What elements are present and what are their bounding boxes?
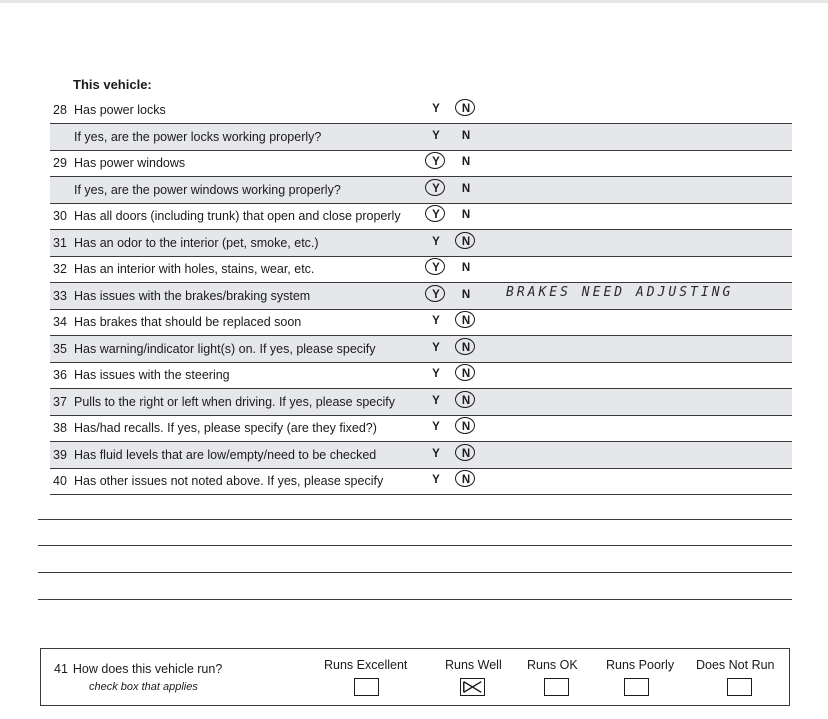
question-text: Has issues with the brakes/braking system (74, 288, 311, 303)
question-number: 33 (53, 288, 67, 303)
no-option[interactable]: N (461, 315, 471, 327)
answer-circle-mark (455, 470, 475, 487)
no-option[interactable]: N (461, 262, 471, 274)
no-option[interactable]: N (461, 209, 471, 221)
answer-circle-mark (425, 258, 445, 275)
question-number: 38 (53, 421, 67, 435)
yes-option[interactable]: Y (432, 315, 440, 327)
yes-option[interactable]: Y (432, 182, 440, 195)
answer-circle-mark (455, 99, 475, 116)
yes-option[interactable]: Y (432, 156, 440, 168)
run-option-checkbox[interactable] (544, 678, 569, 696)
blank-line-4 (38, 599, 792, 600)
question-text: Has power windows (74, 156, 186, 170)
question-row (50, 203, 792, 230)
run-option-checkbox[interactable] (624, 678, 649, 696)
answer-circle-mark (425, 285, 445, 302)
run-question-text: How does this vehicle run? (72, 662, 223, 676)
answer-circle-mark (455, 444, 475, 461)
answer-circle-mark (455, 338, 475, 355)
question-number: 30 (53, 209, 67, 223)
run-option-checkbox[interactable] (354, 678, 379, 696)
yes-option[interactable]: Y (432, 368, 440, 380)
yes-option[interactable]: Y (432, 103, 440, 115)
question-row (50, 124, 792, 151)
run-option-label: Runs OK (527, 658, 578, 672)
no-option[interactable]: N (461, 288, 471, 301)
no-option[interactable]: N (461, 421, 471, 433)
no-option[interactable]: N (461, 368, 471, 380)
question-row (50, 415, 792, 442)
run-option-label: Runs Excellent (324, 658, 408, 672)
question-text: Has brakes that should be replaced soon (74, 315, 302, 329)
question-row (50, 468, 792, 495)
question-row (50, 256, 792, 283)
yes-option[interactable]: Y (432, 447, 440, 460)
answer-circle-mark (425, 179, 445, 196)
question-row (50, 177, 792, 204)
no-option[interactable]: N (461, 474, 471, 486)
handwritten-note: BRAKES NEED ADJUSTING (506, 284, 734, 300)
yes-option[interactable]: Y (432, 129, 440, 142)
question-text: Has/had recalls. If yes, please specify (are they fixed?) (74, 421, 377, 435)
question-text: Has power locks (74, 103, 166, 117)
question-row (50, 309, 792, 336)
no-option[interactable]: N (461, 447, 471, 460)
run-option-checkbox[interactable] (727, 678, 752, 696)
answer-circle-mark (455, 311, 475, 328)
question-text: Has issues with the steering (74, 368, 230, 382)
blank-line-2 (38, 545, 792, 546)
run-question (54, 662, 222, 676)
yes-option[interactable]: Y (432, 209, 440, 221)
answer-circle-mark (455, 364, 475, 381)
run-option-label: Runs Well (445, 658, 502, 672)
yes-option[interactable]: Y (432, 262, 440, 274)
question-text: If yes, are the power locks working properly? (74, 129, 322, 144)
question-text: Has other issues not noted above. If yes, please specify (74, 474, 384, 488)
question-row (50, 230, 792, 257)
question-number: 29 (53, 156, 67, 170)
question-row (50, 97, 792, 124)
question-text: Pulls to the right or left when driving. If yes, please specify (74, 394, 395, 409)
question-text: Has an interior with holes, stains, wear, etc. (74, 262, 315, 276)
no-option[interactable]: N (461, 235, 471, 248)
blank-line-3 (38, 572, 792, 573)
question-row (50, 336, 792, 363)
question-row (50, 150, 792, 177)
yes-option[interactable]: Y (432, 421, 440, 433)
run-question-hint: check box that applies (89, 681, 198, 693)
answer-circle-mark (455, 232, 475, 249)
question-number: 34 (53, 315, 67, 329)
yes-option[interactable]: Y (432, 394, 440, 407)
question-text: Has an odor to the interior (pet, smoke, etc.) (74, 235, 319, 250)
question-text: Has fluid levels that are low/empty/need to be checked (74, 447, 377, 462)
question-number: 37 (53, 394, 67, 409)
no-option[interactable]: N (461, 394, 471, 407)
check-mark-icon (461, 679, 484, 695)
no-option[interactable]: N (461, 182, 471, 195)
yes-option[interactable]: Y (432, 288, 440, 301)
question-number: 35 (53, 341, 67, 356)
question-row (50, 362, 792, 389)
question-row (50, 389, 792, 416)
question-row (50, 442, 792, 469)
question-number: 39 (53, 447, 67, 462)
run-option-checkbox[interactable] (460, 678, 485, 696)
question-number: 36 (53, 368, 67, 382)
page-top-edge (0, 0, 828, 3)
yes-option[interactable]: Y (432, 474, 440, 486)
question-number: 32 (53, 262, 67, 276)
run-question-box (40, 648, 790, 706)
no-option[interactable]: N (461, 341, 471, 354)
question-text: Has warning/indicator light(s) on. If yes, please specify (74, 341, 376, 356)
section-title: This vehicle: (73, 77, 152, 92)
answer-circle-mark (425, 152, 445, 169)
no-option[interactable]: N (461, 156, 471, 168)
no-option[interactable]: N (461, 103, 471, 115)
run-option-label: Runs Poorly (606, 658, 675, 672)
question-number: 31 (53, 235, 67, 250)
run-question-number: 41 (54, 662, 68, 676)
question-row (50, 283, 792, 310)
answer-circle-mark (455, 417, 475, 434)
yes-option[interactable]: Y (432, 235, 440, 248)
blank-line-1 (38, 519, 792, 520)
yes-option[interactable]: Y (432, 341, 440, 354)
run-option-label: Does Not Run (696, 658, 775, 672)
question-text: If yes, are the power windows working properly? (74, 182, 341, 197)
answer-circle-mark (425, 205, 445, 222)
answer-circle-mark (455, 391, 475, 408)
question-number: 40 (53, 474, 67, 488)
no-option[interactable]: N (461, 129, 471, 142)
question-text: Has all doors (including trunk) that open and close properly (74, 209, 401, 223)
question-number: 28 (53, 103, 67, 117)
